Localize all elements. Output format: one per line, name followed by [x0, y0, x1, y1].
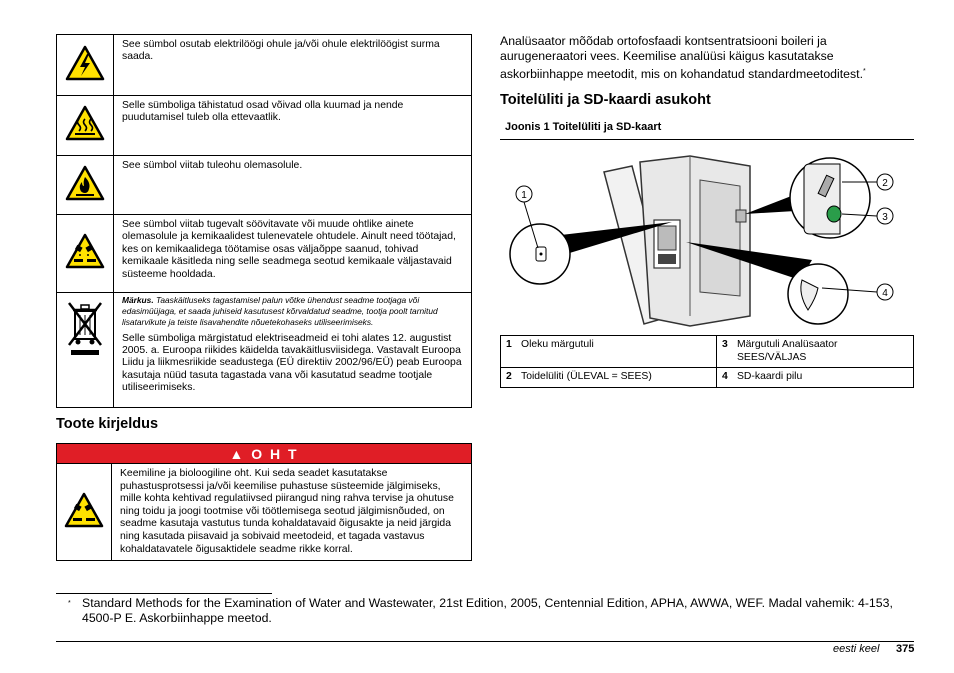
- legend-number: 1: [501, 336, 517, 368]
- warning-label: O H T: [251, 445, 299, 462]
- analyzer-figure: [500, 150, 914, 330]
- electrical-hazard-icon: [65, 45, 105, 81]
- legend-number: 3: [717, 336, 733, 368]
- weee-description: [114, 293, 472, 408]
- hot-surface-icon: [65, 105, 105, 141]
- callout-1: 1: [521, 190, 527, 201]
- legend-label: SD-kaardi pilu: [732, 368, 914, 388]
- subsection-title: Toitelüliti ja SD-kaardi asukoht: [500, 92, 711, 108]
- corrosive-hazard-icon: [65, 233, 105, 269]
- legend-label: Oleku märgutuli: [516, 336, 717, 368]
- footer-rule: [56, 641, 914, 642]
- footnote-rule: [56, 593, 272, 594]
- symbol-description: See sümbol viitab tugevalt söövitavate või muude ohtlike ainete olemasolule ja kemikaalidest tulenevatele ohtudele. Ainult need töötajad, kes on kemikaalidega töötamise osas väljaõppe saanud, tohivad kemikaale käsitleda ning selle seadmega seotud kemikaale väljastavaid süsteeme hooldada.: [114, 215, 472, 293]
- symbol-description: See sümbol osutab elektrilöögi ohule ja/või ohule elektrilöögist surma saada.: [114, 35, 472, 96]
- footnote-text: Standard Methods for the Examination of Water and Wastewater, 21st Edition, 2005, Centennial Edition, APHA, AWWA, WEF. Madal vahemik: 4-153, 4500-P E. Askorbiinhappe meetod.: [82, 596, 893, 625]
- warning-box: [56, 443, 472, 561]
- fire-hazard-icon: [65, 165, 105, 201]
- legend-number: 2: [501, 368, 517, 388]
- footnote: [68, 596, 918, 626]
- legend-number: 4: [717, 368, 733, 388]
- callout-3: 3: [882, 212, 888, 223]
- status-led: [827, 206, 841, 222]
- weee-text: Selle sümboliga märgistatud elektriseadmeid ei tohi alates 12. augustist 2005. a. Euroopa riikides käidelda tavakäitlusviisidega. Vastavalt Euroopa Liidu ja liikmesriikide seadustega (EÜ direktiiv 2002/96/EÜ) peab Euroopa kasutaja nüüd tasuta tagastada vana või kasutatud seadme tootjale utiliseerimiseks.: [122, 332, 462, 394]
- legend-label: Toidelüliti (ÜLEVAL = SEES): [516, 368, 717, 388]
- callout-4: 4: [882, 288, 888, 299]
- page-number: 375: [896, 643, 915, 655]
- footer-language: eesti keel: [833, 643, 880, 655]
- symbol-cell: [57, 35, 114, 96]
- safety-symbols-table: [56, 34, 472, 408]
- weee-note: Märkus. Taaskäitluseks tagastamisel palun võtke ühendust seadme tootjaga või edasimüüjaga, et saada juhiseid kasutusest kõrvaldatud seadme, tootja poolt tarnitud lisatarvikute ja teiste lisavahendite nõuetekohaseks utiliseerimiseks.: [122, 295, 438, 328]
- callout-2: 2: [882, 178, 888, 189]
- legend-label: Märgutuli Analüsaator SEES/VÄLJAS: [732, 336, 914, 368]
- warning-text: Keemiline ja bioloogiline oht. Kui seda seadet kasutatakse puhastusprotsessi ja/või keemilise puhastuse süsteemide jälgimiseks, mille kohta kehtivad regulatiivsed piirangud ning rahva tervise ja ohutuse ning toidu ja joogi tootmise või töötlemisega seotud jälgimisnõuded, on seadme kasutaja vastutus tunda kohaldatavaid õigusakte ja neid järgida ning kasutada piisavaid ja sobivaid meetodeid, et tagada vastavus kohaldatavatele õigusaktidele seadme rikke korral.: [112, 464, 472, 561]
- corrosive-hazard-icon: [64, 492, 104, 528]
- crossed-bin-icon: [65, 299, 105, 357]
- footnote-mark: *: [68, 600, 71, 607]
- warning-triangle-icon: ▲: [229, 445, 246, 462]
- figure-legend-table: [500, 335, 914, 388]
- intro-paragraph: Analüsaator mõõdab ortofosfaadi kontsentratsiooni boileri ja aurugeneraatori vees. Keemilise analüüsi käigus kasutatakse askorbiinhappe meetodit, mis on kohandatud standardmeetoditest.*: [500, 34, 866, 82]
- section-title: Toote kirjeldus: [56, 416, 159, 432]
- warning-header: [57, 444, 472, 464]
- symbol-description: Selle sümboliga tähistatud osad võivad olla kuumad ja nende puudutamisel tuleb olla ettevaatlik.: [114, 96, 472, 156]
- symbol-description: See sümbol viitab tuleohu olemasolule.: [114, 156, 472, 215]
- divider: [500, 139, 914, 140]
- figure-caption: Joonis 1 Toitelüliti ja SD-kaart: [505, 121, 662, 133]
